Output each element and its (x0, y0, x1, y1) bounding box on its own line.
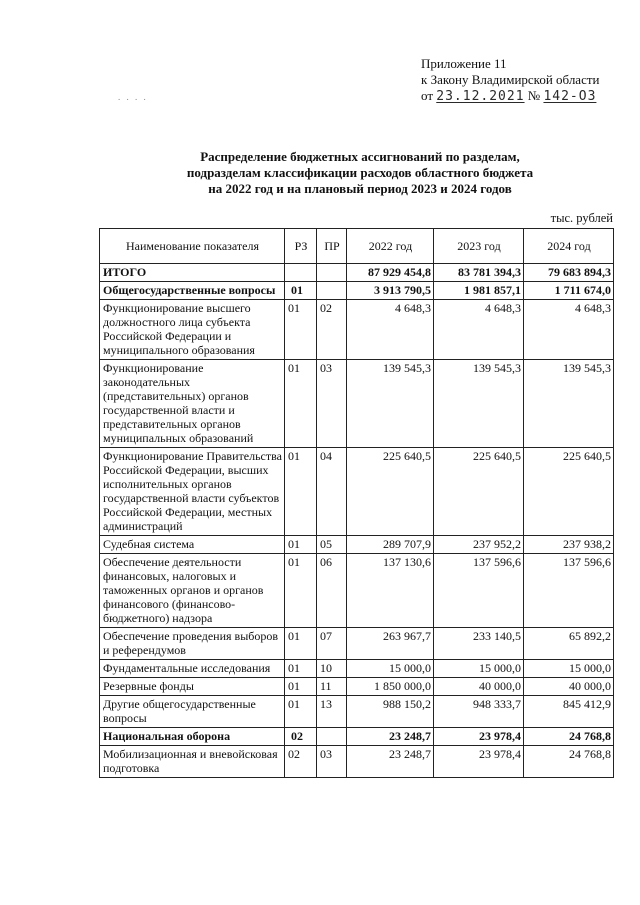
row-2022: 23 248,7 (347, 746, 434, 778)
scan-dots: . . . . (118, 92, 148, 102)
row-2022: 3 913 790,5 (347, 282, 434, 300)
header-pr: ПР (317, 229, 347, 264)
row-name: Национальная оборона (100, 728, 285, 746)
appendix-line-1: Приложение 11 (421, 56, 507, 71)
row-name: Резервные фонды (100, 678, 285, 696)
row-2024: 79 683 894,3 (524, 264, 614, 282)
row-rz: 01 (285, 628, 317, 660)
row-2023: 23 978,4 (434, 746, 524, 778)
row-2022: 289 707,9 (347, 536, 434, 554)
table-row (100, 536, 614, 554)
row-pr: 04 (317, 448, 347, 536)
appendix-line-2: к Закону Владимирской области (421, 72, 600, 87)
row-name: Судебная система (100, 536, 285, 554)
table-header-row (100, 229, 614, 264)
row-2023: 23 978,4 (434, 728, 524, 746)
row-pr: 03 (317, 746, 347, 778)
row-2022: 263 967,7 (347, 628, 434, 660)
row-2024: 225 640,5 (524, 448, 614, 536)
table-row (100, 696, 614, 728)
row-2022: 4 648,3 (347, 300, 434, 360)
row-name: ИТОГО (100, 264, 285, 282)
row-2022: 23 248,7 (347, 728, 434, 746)
title-line-3: на 2022 год и на плановый период 2023 и 2024 годов (208, 181, 512, 196)
row-2022: 988 150,2 (347, 696, 434, 728)
appendix-number: 142-ОЗ (543, 89, 597, 104)
row-2022: 139 545,3 (347, 360, 434, 448)
table-row (100, 728, 614, 746)
row-2023: 139 545,3 (434, 360, 524, 448)
row-2024: 845 412,9 (524, 696, 614, 728)
row-rz: 01 (285, 282, 317, 300)
row-rz: 01 (285, 536, 317, 554)
header-name: Наименование показателя (100, 229, 285, 264)
table-row (100, 360, 614, 448)
row-2023: 225 640,5 (434, 448, 524, 536)
row-pr (317, 282, 347, 300)
row-name: Обеспечение деятельности финансовых, налоговых и таможенных органов и органов финансового (финансово-бюджетного) надзора (100, 554, 285, 628)
table-row (100, 264, 614, 282)
row-pr: 07 (317, 628, 347, 660)
table-body (100, 264, 614, 778)
row-2023: 237 952,2 (434, 536, 524, 554)
row-2023: 233 140,5 (434, 628, 524, 660)
row-2022: 87 929 454,8 (347, 264, 434, 282)
row-rz: 01 (285, 554, 317, 628)
row-name: Обеспечение проведения выборов и референдумов (100, 628, 285, 660)
table-row (100, 448, 614, 536)
row-2023: 948 333,7 (434, 696, 524, 728)
row-2022: 137 130,6 (347, 554, 434, 628)
budget-table (99, 228, 614, 778)
table-row (100, 554, 614, 628)
row-2024: 40 000,0 (524, 678, 614, 696)
row-2022: 1 850 000,0 (347, 678, 434, 696)
row-pr: 11 (317, 678, 347, 696)
row-name: Общегосударственные вопросы (100, 282, 285, 300)
table-row (100, 300, 614, 360)
row-2023: 1 981 857,1 (434, 282, 524, 300)
row-pr: 05 (317, 536, 347, 554)
appendix-line-3 (421, 88, 621, 105)
row-rz: 02 (285, 746, 317, 778)
row-2023: 40 000,0 (434, 678, 524, 696)
row-2024: 139 545,3 (524, 360, 614, 448)
row-pr: 10 (317, 660, 347, 678)
row-2024: 24 768,8 (524, 746, 614, 778)
row-rz: 01 (285, 448, 317, 536)
row-2024: 15 000,0 (524, 660, 614, 678)
row-2023: 4 648,3 (434, 300, 524, 360)
table-row (100, 628, 614, 660)
row-rz (285, 264, 317, 282)
table-row (100, 678, 614, 696)
row-name: Мобилизационная и вневойсковая подготовка (100, 746, 285, 778)
row-rz: 02 (285, 728, 317, 746)
row-name: Функционирование Правительства Российской Федерации, высших исполнительных органов государственной власти субъектов Российской Федерации, местных администраций (100, 448, 285, 536)
appendix-prefix: от (421, 88, 434, 103)
row-2024: 137 596,6 (524, 554, 614, 628)
row-pr: 06 (317, 554, 347, 628)
table-row (100, 746, 614, 778)
table-row (100, 660, 614, 678)
row-2024: 4 648,3 (524, 300, 614, 360)
header-2022: 2022 год (347, 229, 434, 264)
row-name: Функционирование высшего должностного лица субъекта Российской Федерации и муниципального образования (100, 300, 285, 360)
row-name: Функционирование законодательных (представительных) органов государственной власти и представительных органов муниципальных образований (100, 360, 285, 448)
title-line-2: подразделам классификации расходов областного бюджета (186, 165, 534, 180)
row-2024: 1 711 674,0 (524, 282, 614, 300)
row-pr (317, 264, 347, 282)
row-rz: 01 (285, 660, 317, 678)
header-rz: РЗ (285, 229, 317, 264)
header-2023: 2023 год (434, 229, 524, 264)
row-2024: 237 938,2 (524, 536, 614, 554)
row-name: Другие общегосударственные вопросы (100, 696, 285, 728)
appendix-block (421, 56, 621, 105)
appendix-date: 23.12.2021 (436, 89, 525, 104)
row-pr: 02 (317, 300, 347, 360)
table-row (100, 282, 614, 300)
row-2023: 137 596,6 (434, 554, 524, 628)
row-rz: 01 (285, 678, 317, 696)
header-2024: 2024 год (524, 229, 614, 264)
row-pr: 03 (317, 360, 347, 448)
row-2023: 15 000,0 (434, 660, 524, 678)
row-2022: 225 640,5 (347, 448, 434, 536)
row-rz: 01 (285, 360, 317, 448)
row-rz: 01 (285, 696, 317, 728)
document-title (150, 149, 570, 197)
row-name: Фундаментальные исследования (100, 660, 285, 678)
row-2024: 24 768,8 (524, 728, 614, 746)
row-2024: 65 892,2 (524, 628, 614, 660)
title-line-1: Распределение бюджетных ассигнований по разделам, (200, 149, 520, 164)
units-label: тыс. рублей (550, 211, 613, 225)
row-pr: 13 (317, 696, 347, 728)
appendix-number-sign: № (527, 88, 541, 103)
row-2022: 15 000,0 (347, 660, 434, 678)
row-rz: 01 (285, 300, 317, 360)
row-pr (317, 728, 347, 746)
row-2023: 83 781 394,3 (434, 264, 524, 282)
